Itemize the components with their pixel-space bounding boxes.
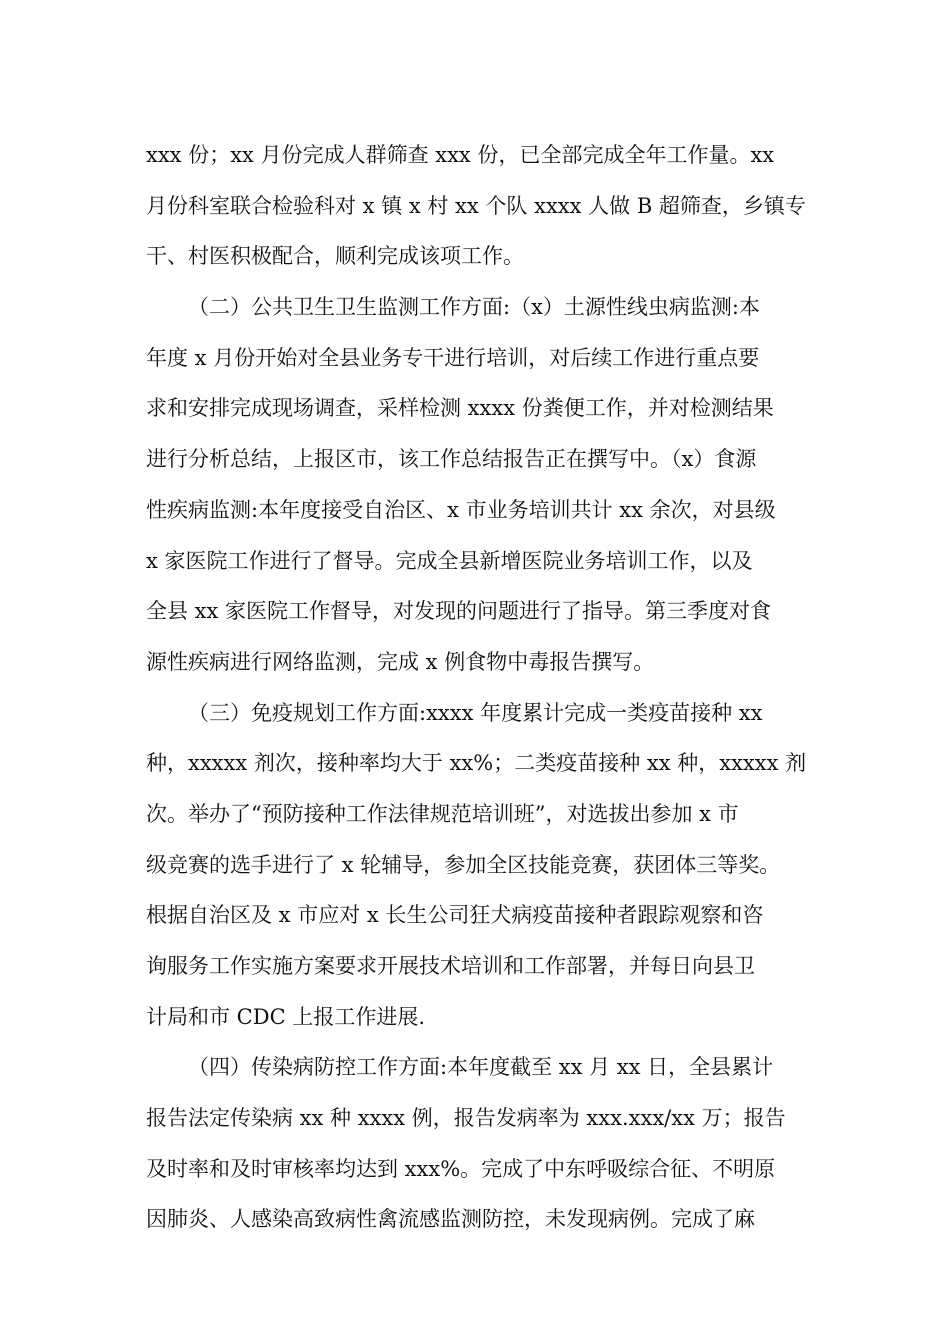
text-line: 次。举办了“预防接种工作法律规范培训班”，对选拔出参加 x 市 (146, 801, 739, 826)
text-line: 年度 x 月份开始对全县业务专干进行培训，对后续工作进行重点要 (146, 345, 760, 370)
text-line: 月份科室联合检验科对 x 镇 x 村 xx 个队 xxxx 人做 B 超筛查，乡镇专 (146, 193, 806, 218)
text-line: 种，xxxxx 剂次，接种率均大于 xx%；二类疫苗接种 xx 种，xxxxx 剂 (146, 751, 807, 776)
section-3-heading-line: （三）免疫规划工作方面:xxxx 年度累计完成一类疫苗接种 xx (188, 700, 763, 725)
section-4-heading-line: （四）传染病防控工作方面:本年度截至 xx 月 xx 日，全县累计 (188, 1055, 774, 1080)
text-line: 级竞赛的选手进行了 x 轮辅导，参加全区技能竞赛，获团体三等奖。 (146, 852, 781, 877)
text-line: 进行分析总结，上报区市，该工作总结报告正在撰写中。（x）食源 (146, 447, 757, 472)
text-line: 因肺炎、人感染高致病性禽流感监测防控，未发现病例。完成了麻 (146, 1207, 755, 1232)
document-body (146, 130, 818, 1245)
text-line: 源性疾病进行网络监测，完成 x 例食物中毒报告撰写。 (146, 649, 655, 674)
text-line: x 家医院工作进行了督导。完成全县新增医院业务培训工作，以及 (146, 548, 753, 573)
text-line: 干、村医积极配合，顺利完成该项工作。 (146, 244, 524, 269)
text-line: 询服务工作实施方案要求开展技术培训和工作部署，并每日向县卫 (146, 954, 755, 978)
text-line: 及时率和及时审核率均达到 xxx%。完成了中东呼吸综合征、不明原 (146, 1156, 776, 1181)
section-2-heading-line: （二）公共卫生卫生监测工作方面:（x）土源性线虫病监测:本 (188, 295, 760, 320)
text-line: xxx 份；xx 月份完成人群筛查 xxx 份，已全部完成全年工作量。xx (146, 143, 775, 167)
text-line: 性疾病监测:本年度接受自治区、x 市业务培训共计 xx 余次，对县级 (146, 497, 776, 522)
text-line: 求和安排完成现场调查，采样检测 xxxx 份粪便工作，并对检测结果 (146, 396, 774, 421)
text-line: 报告法定传染病 xx 种 xxxx 例，报告发病率为 xxx.xxx/xx 万；报告 (146, 1106, 786, 1131)
text-line: 全县 xx 家医院工作督导，对发现的问题进行了指导。第三季度对食 (146, 599, 772, 624)
text-line: 计局和市 CDC 上报工作进展. (146, 1004, 425, 1029)
text-line: 根据自治区及 x 市应对 x 长生公司狂犬病疫苗接种者跟踪观察和咨 (146, 903, 764, 928)
